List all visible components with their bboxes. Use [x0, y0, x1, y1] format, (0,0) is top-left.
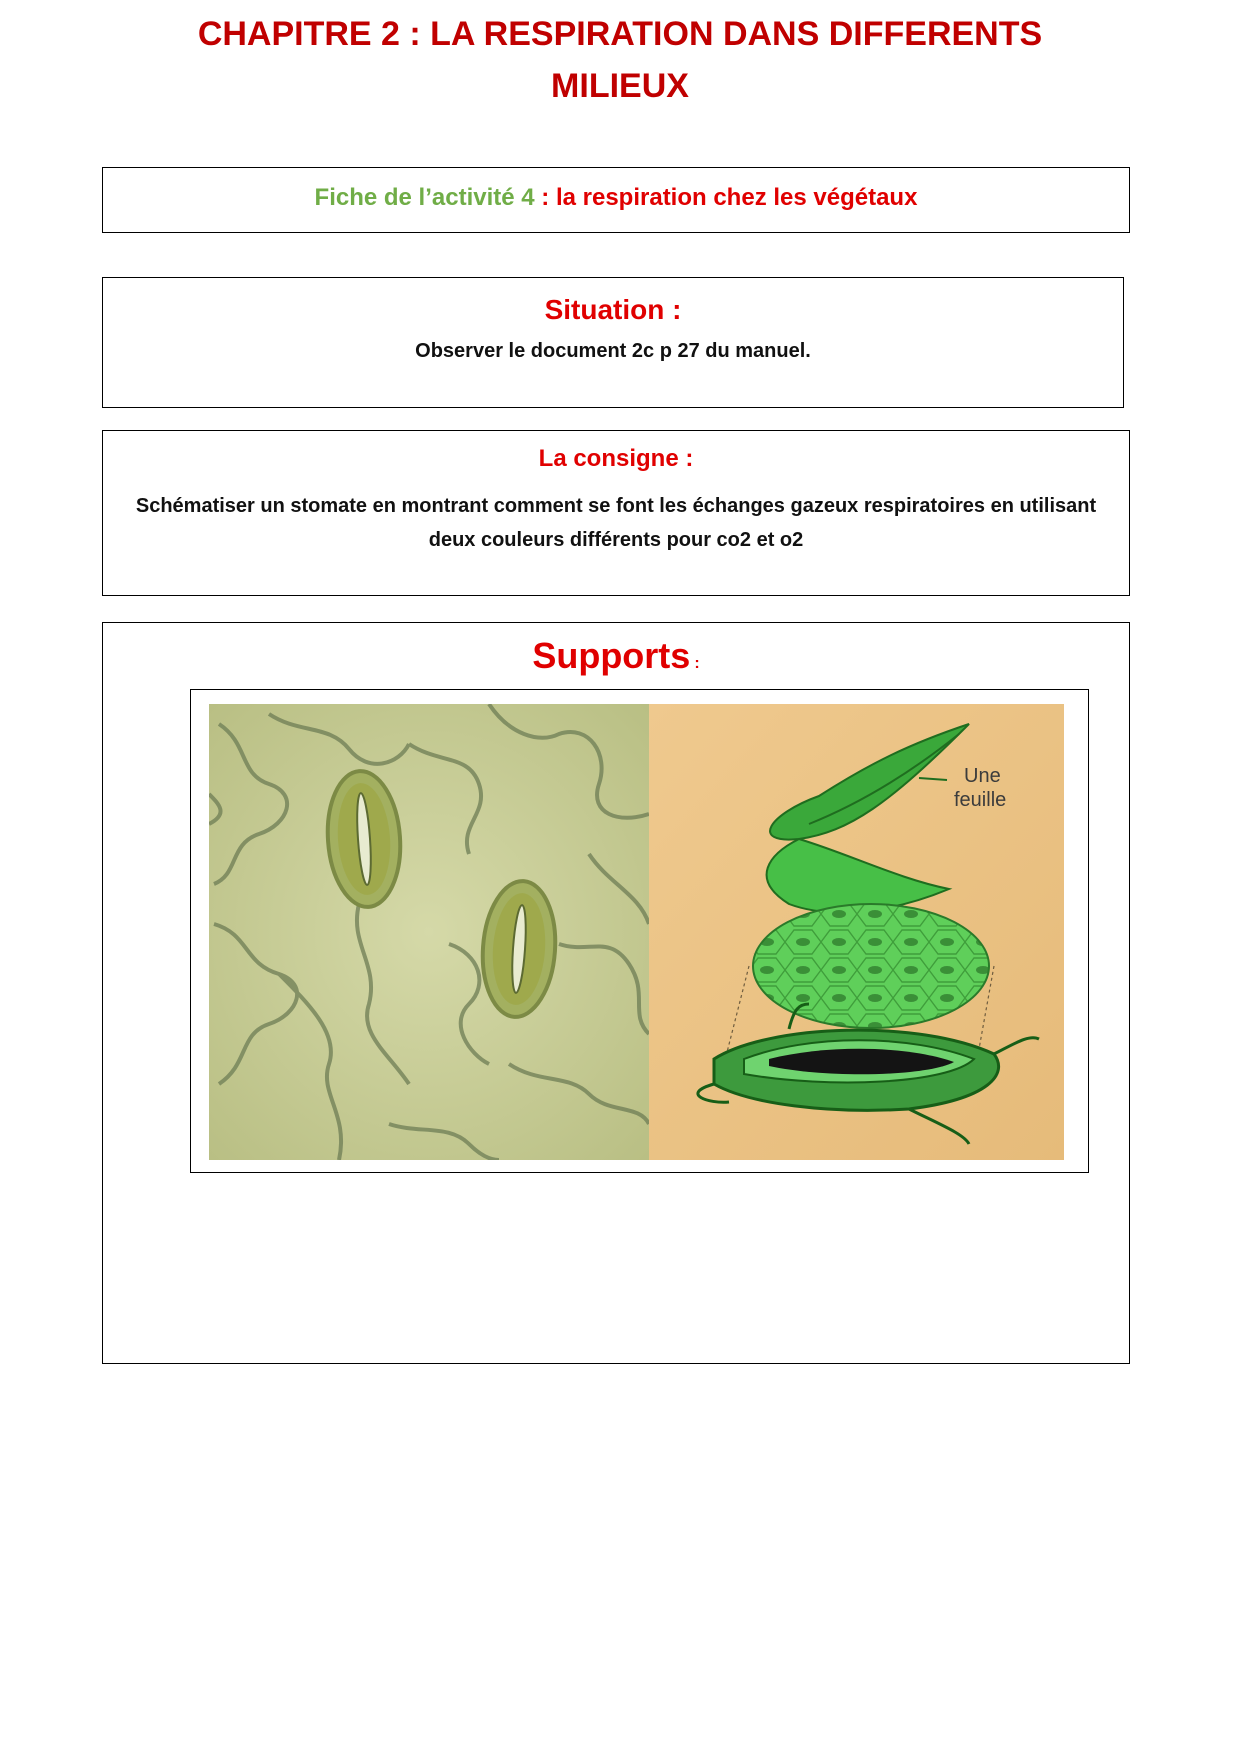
supports-heading — [103, 635, 1129, 677]
activity-sheet-box — [102, 167, 1130, 233]
epidermis-enlargement — [753, 904, 989, 1028]
chapter-title — [100, 8, 1140, 112]
situation-text: Observer le document 2c p 27 du manuel. — [415, 340, 811, 362]
activity-separator: : — [534, 184, 556, 211]
chapter-title-line2: MILIEUX — [551, 67, 689, 105]
chapter-title-line1: CHAPITRE 2 : LA RESPIRATION DANS DIFFERENTS — [197, 15, 1043, 53]
situation-box — [102, 277, 1124, 408]
drawing-panel — [649, 704, 1064, 1160]
situation-heading: Situation : — [544, 294, 682, 325]
stomata-figure — [190, 689, 1089, 1173]
activity-label: Fiche de l’activité 4 — [314, 184, 535, 211]
leaf-label-line2: feuille — [954, 789, 1007, 811]
stomata-illustration — [209, 704, 1064, 1160]
supports-box — [102, 622, 1130, 1364]
leaf-label-line1: Une — [964, 765, 1001, 787]
instruction-heading: La consigne : — [538, 445, 694, 472]
supports-heading-text: Supports — [532, 635, 691, 676]
micrograph-panel — [209, 704, 649, 1160]
supports-heading-colon: : — [694, 655, 700, 672]
instruction-text: Schématiser un stomate en montrant comment se font les échanges gazeux respiratoires en utilisant deux couleurs différents pour co2 et o2 — [135, 495, 1097, 551]
activity-topic: la respiration chez les végétaux — [555, 184, 918, 211]
instruction-box — [102, 430, 1130, 596]
